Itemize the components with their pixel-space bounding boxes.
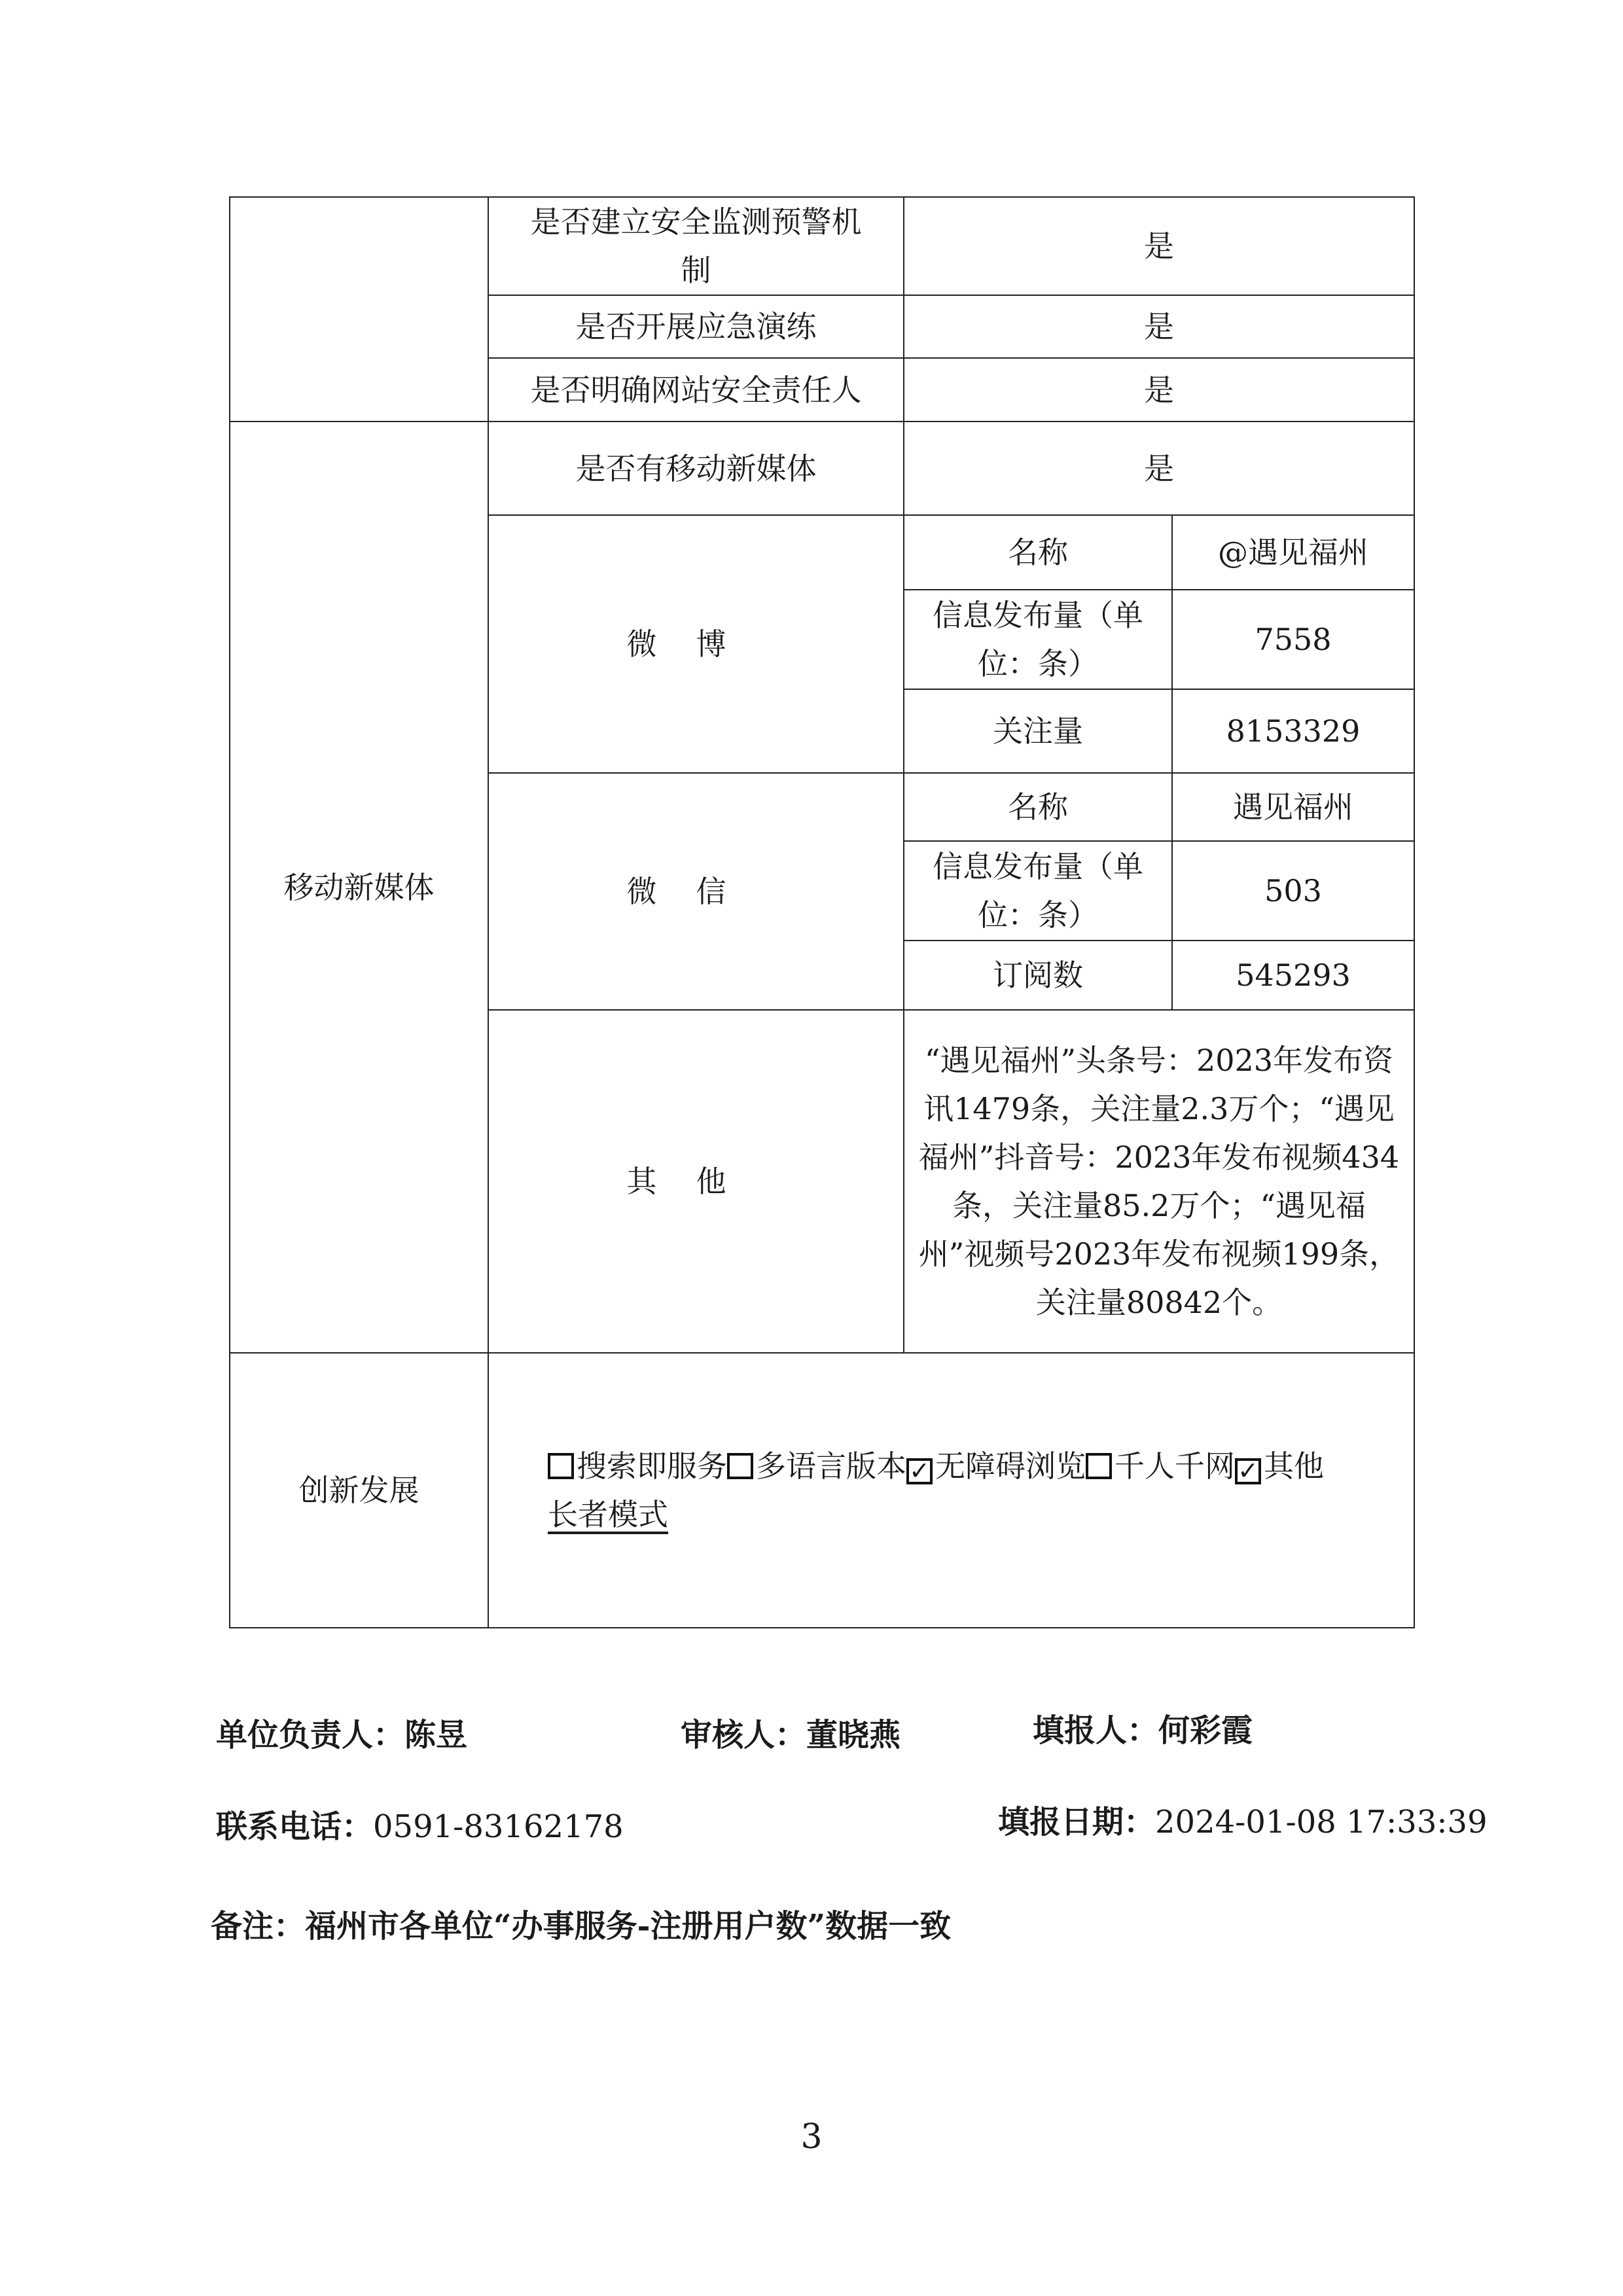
wechat-subs-label: 订阅数 bbox=[904, 941, 1172, 1010]
innovation-option-4-label: 其他 bbox=[1264, 1448, 1324, 1484]
innovation-label: 创新发展 bbox=[230, 1353, 488, 1628]
page-number: 3 bbox=[800, 2117, 823, 2157]
wechat-label: 微信 bbox=[488, 773, 904, 1010]
owner-value: 是 bbox=[904, 358, 1414, 422]
innovation-option-2-checkbox[interactable]: ✓ bbox=[906, 1458, 933, 1484]
monitor-value: 是 bbox=[904, 197, 1414, 295]
remark-note: 备注：福州市各单位“办事服务-注册用户数”数据一致 bbox=[211, 1908, 952, 1945]
reviewer: 审核人：董晓燕 bbox=[681, 1717, 901, 1753]
innovation-option-0-label: 搜索即服务 bbox=[577, 1448, 727, 1484]
weibo-label: 微博 bbox=[488, 515, 904, 773]
has-mobile-media-value: 是 bbox=[904, 422, 1414, 515]
fill-date: 填报日期：2024-01-08 17:33:39 bbox=[998, 1804, 1488, 1840]
report-table bbox=[229, 196, 1415, 1628]
weibo-name-label: 名称 bbox=[904, 515, 1172, 590]
drill-value: 是 bbox=[904, 295, 1414, 358]
wechat-posts-label: 信息发布量（单位：条） bbox=[904, 841, 1172, 941]
other-media-text: “遇见福州”头条号：2023年发布资讯1479条，关注量2.3万个；“遇见福州”抖音号：2023年发布视频434条，关注量85.2万个；“遇见福州”视频号2023年发布视频199条，关注量80842个。 bbox=[904, 1010, 1414, 1353]
weibo-posts-value: 7558 bbox=[1172, 590, 1414, 689]
other-media-label: 其他 bbox=[488, 1010, 904, 1353]
drill-label: 是否开展应急演练 bbox=[488, 295, 904, 358]
owner-label: 是否明确网站安全责任人 bbox=[488, 358, 904, 422]
innovation-option-3-label: 千人千网 bbox=[1115, 1448, 1235, 1484]
monitor-label: 是否建立安全监测预警机制 bbox=[488, 197, 904, 295]
weibo-name-value: @遇见福州 bbox=[1172, 515, 1414, 590]
unit-head: 单位负责人：陈昱 bbox=[216, 1717, 468, 1753]
weibo-followers-value: 8153329 bbox=[1172, 689, 1414, 773]
innovation-options bbox=[488, 1353, 1414, 1628]
weibo-followers-label: 关注量 bbox=[904, 689, 1172, 773]
innovation-option-3-checkbox[interactable] bbox=[1086, 1453, 1112, 1479]
wechat-posts-value: 503 bbox=[1172, 841, 1414, 941]
has-mobile-media-label: 是否有移动新媒体 bbox=[488, 422, 904, 515]
wechat-name-value: 遇见福州 bbox=[1172, 773, 1414, 841]
innovation-option-1-checkbox[interactable] bbox=[727, 1453, 753, 1479]
innovation-option-4-checkbox[interactable]: ✓ bbox=[1235, 1458, 1261, 1484]
filler: 填报人：何彩霞 bbox=[1033, 1712, 1253, 1749]
wechat-name-label: 名称 bbox=[904, 773, 1172, 841]
weibo-posts-label: 信息发布量（单位：条） bbox=[904, 590, 1172, 689]
contact-phone: 联系电话：0591-83162178 bbox=[216, 1808, 624, 1845]
innovation-option-0-checkbox[interactable] bbox=[548, 1453, 574, 1479]
wechat-subs-value: 545293 bbox=[1172, 941, 1414, 1010]
mobile-media-section-label: 移动新媒体 bbox=[230, 422, 488, 1353]
innovation-other-text: 长者模式 bbox=[548, 1497, 668, 1532]
innovation-option-1-label: 多语言版本 bbox=[756, 1448, 906, 1484]
innovation-option-2-label: 无障碍浏览 bbox=[935, 1448, 1086, 1484]
security-section-cell bbox=[230, 197, 488, 422]
